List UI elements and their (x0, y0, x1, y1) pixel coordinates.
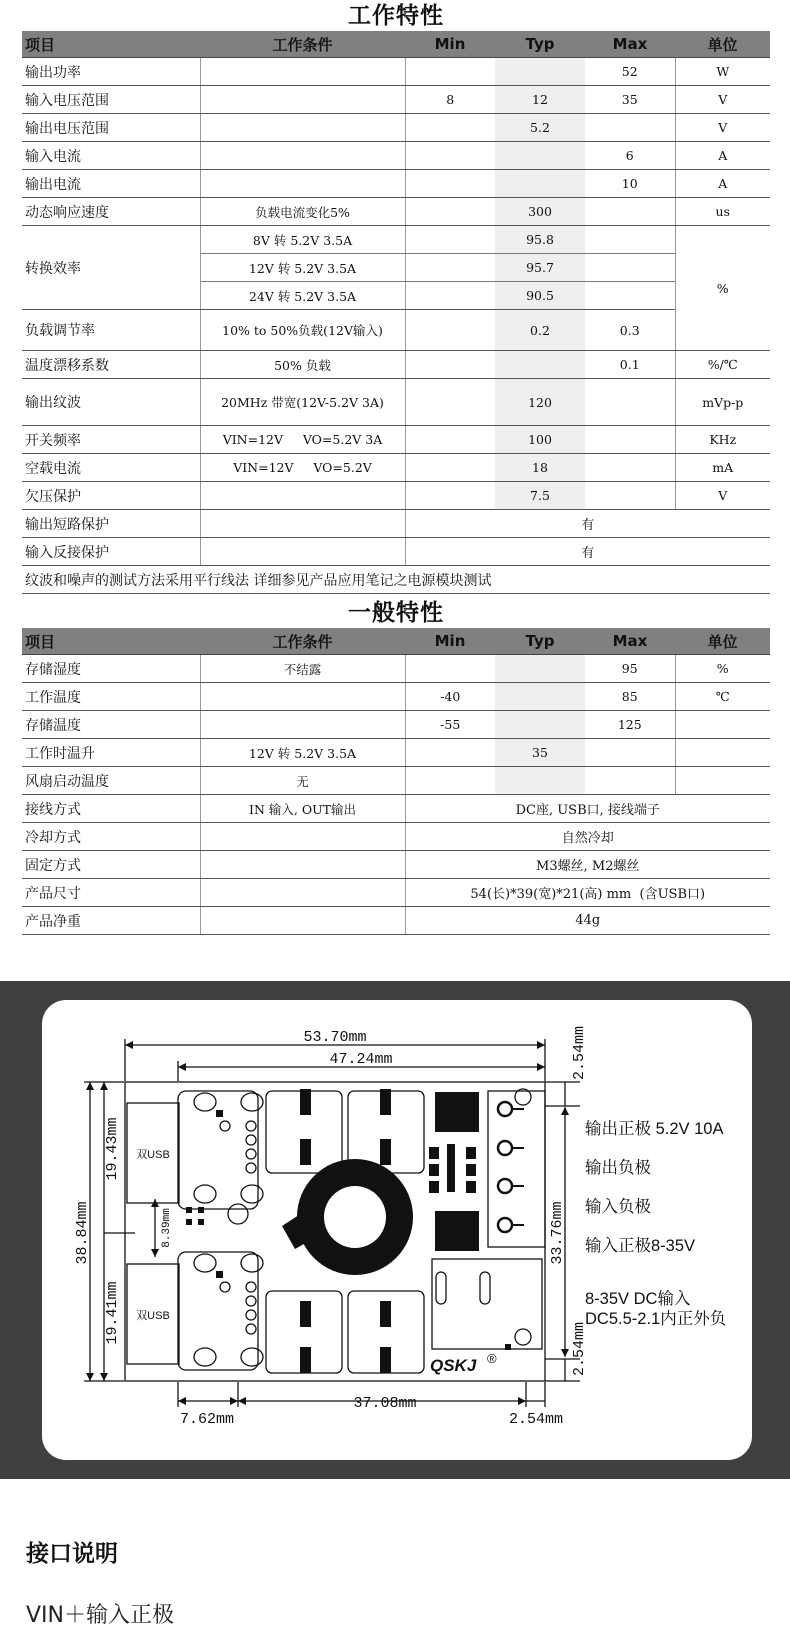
table-row (22, 767, 770, 795)
row-typ: 120 (495, 379, 585, 426)
row-min (405, 142, 495, 170)
dim-height-top: 19.43mm (104, 1117, 121, 1181)
table-row (22, 907, 770, 935)
pin-label-out-neg: 输出负极 (585, 1159, 651, 1177)
row-max: 0.3 (585, 310, 675, 351)
efficiency-max (585, 254, 675, 282)
row-value: DC座, USB口, 接线端子 (405, 795, 770, 823)
row-cond: 无 (200, 767, 405, 795)
row-typ (495, 351, 585, 379)
row-min: 8 (405, 86, 495, 114)
row-typ (495, 767, 585, 795)
usb-label-bottom: 双USB (136, 1310, 170, 1322)
row-item: 动态响应速度 (22, 198, 200, 226)
row-item: 接线方式 (22, 795, 200, 823)
note-text: 纹波和噪声的测试方法采用平行线法 详细参见产品应用笔记之电源模块测试 (22, 566, 770, 594)
row-min (405, 655, 495, 683)
header-min: Min (405, 628, 495, 655)
dim-total-width: 53.70mm (303, 1029, 367, 1046)
header-min: Min (405, 31, 495, 58)
table-row (22, 566, 770, 594)
table-row (22, 879, 770, 907)
row-value: 有 (405, 538, 770, 566)
efficiency-item: 转换效率 (22, 226, 200, 310)
row-max: 125 (585, 711, 675, 739)
row-typ: 300 (495, 198, 585, 226)
row-max: 6 (585, 142, 675, 170)
table-row (22, 739, 770, 767)
table-row (22, 86, 770, 114)
row-min (405, 198, 495, 226)
header-cond: 工作条件 (200, 628, 405, 655)
row-value: 有 (405, 510, 770, 538)
header-max: Max (585, 31, 675, 58)
row-min (405, 482, 495, 510)
row-unit: KHz (675, 426, 770, 454)
row-max: 10 (585, 170, 675, 198)
row-min (405, 114, 495, 142)
row-item: 输出纹波 (22, 379, 200, 426)
row-typ: 5.2 (495, 114, 585, 142)
row-cond: 12V 转 5.2V 3.5A (200, 739, 405, 767)
row-unit: mA (675, 454, 770, 482)
table-row (22, 795, 770, 823)
row-unit (675, 767, 770, 795)
row-item: 输出功率 (22, 58, 200, 86)
usb-label-top: 双USB (136, 1149, 170, 1161)
row-cond: 不结露 (200, 655, 405, 683)
row-value: 54(长)*39(宽)*21(高) mm (含USB口) (405, 879, 770, 907)
row-min (405, 767, 495, 795)
row-min (405, 379, 495, 426)
dim-top-right: 2.54mm (571, 1025, 588, 1081)
table-row (22, 454, 770, 482)
row-cond (200, 851, 405, 879)
efficiency-min (405, 254, 495, 282)
header-unit: 单位 (675, 31, 770, 58)
row-unit (675, 711, 770, 739)
table-row (22, 379, 770, 426)
row-min (405, 454, 495, 482)
pin-label-in-neg: 输入负极 (585, 1198, 651, 1216)
table-row (22, 170, 770, 198)
table-row (22, 683, 770, 711)
row-unit: A (675, 170, 770, 198)
row-cond: IN 输入, OUT输出 (200, 795, 405, 823)
row-max (585, 114, 675, 142)
row-item: 温度漂移系数 (22, 351, 200, 379)
row-cond (200, 510, 405, 538)
efficiency-max (585, 282, 675, 310)
interface-title: 接口说明 (26, 1541, 118, 1567)
table-row (22, 58, 770, 86)
interface-line-vin: VIN＋输入正极 (26, 1603, 174, 1628)
general-table (22, 628, 770, 935)
row-max: 0.1 (585, 351, 675, 379)
row-item: 存储湿度 (22, 655, 200, 683)
table-row (22, 142, 770, 170)
dc-input-note: 8-35V DC输入 (585, 1290, 691, 1308)
row-cond (200, 683, 405, 711)
row-typ: 100 (495, 426, 585, 454)
row-item: 存储温度 (22, 711, 200, 739)
row-cond: 50% 负载 (200, 351, 405, 379)
row-min: -55 (405, 711, 495, 739)
row-item: 空载电流 (22, 454, 200, 482)
efficiency-typ: 95.8 (495, 226, 585, 254)
header-item: 项目 (22, 628, 200, 655)
table-row (22, 538, 770, 566)
row-cond (200, 879, 405, 907)
table-row (22, 711, 770, 739)
row-typ (495, 655, 585, 683)
header-typ: Typ (495, 31, 585, 58)
header-typ: Typ (495, 628, 585, 655)
row-max (585, 198, 675, 226)
row-unit: V (675, 86, 770, 114)
row-cond (200, 170, 405, 198)
row-min: -40 (405, 683, 495, 711)
row-unit: ℃ (675, 683, 770, 711)
row-item: 输出短路保护 (22, 510, 200, 538)
row-unit: W (675, 58, 770, 86)
row-typ: 18 (495, 454, 585, 482)
row-cond (200, 482, 405, 510)
row-item: 产品净重 (22, 907, 200, 935)
pin-label-out-pos: 输出正极 5.2V 10A (585, 1120, 724, 1138)
dim-height-bottom: 19.41mm (104, 1281, 121, 1345)
table-row (22, 823, 770, 851)
row-value: M3螺丝, M2螺丝 (405, 851, 770, 879)
row-item: 产品尺寸 (22, 879, 200, 907)
dim-height-total: 38.84mm (74, 1201, 91, 1265)
dimension-drawing (0, 981, 790, 1479)
general-title: 一般特性 (348, 600, 444, 626)
row-min (405, 58, 495, 86)
row-min (405, 170, 495, 198)
row-cond (200, 114, 405, 142)
row-value: 44g (405, 907, 770, 935)
registered-mark: ® (487, 1351, 497, 1366)
row-typ (495, 142, 585, 170)
row-unit (675, 739, 770, 767)
efficiency-typ: 90.5 (495, 282, 585, 310)
row-cond: 10% to 50%负载(12V输入) (200, 310, 405, 351)
row-unit: us (675, 198, 770, 226)
table-row (22, 310, 770, 351)
row-max: 52 (585, 58, 675, 86)
efficiency-unit: % (675, 226, 770, 351)
header-unit: 单位 (675, 628, 770, 655)
row-item: 风扇启动温度 (22, 767, 200, 795)
row-typ: 0.2 (495, 310, 585, 351)
row-cond (200, 538, 405, 566)
row-cond (200, 823, 405, 851)
brand-logo: QSKJ (430, 1356, 477, 1375)
row-unit: A (675, 142, 770, 170)
row-max (585, 454, 675, 482)
row-typ: 7.5 (495, 482, 585, 510)
row-item: 工作温度 (22, 683, 200, 711)
table-row (22, 426, 770, 454)
row-max (585, 739, 675, 767)
row-item: 冷却方式 (22, 823, 200, 851)
efficiency-typ: 95.7 (495, 254, 585, 282)
row-max (585, 426, 675, 454)
row-item: 固定方式 (22, 851, 200, 879)
row-cond (200, 142, 405, 170)
row-item: 输入电流 (22, 142, 200, 170)
dim-bottom-right: 2.54mm (571, 1321, 588, 1377)
row-min (405, 426, 495, 454)
efficiency-cond: 8V 转 5.2V 3.5A (200, 226, 405, 254)
row-typ (495, 711, 585, 739)
row-item: 输出电流 (22, 170, 200, 198)
row-unit: % (675, 655, 770, 683)
dim-bottom-span: 37.08mm (353, 1395, 417, 1412)
row-typ (495, 58, 585, 86)
dim-mid-gap: 8.39mm (161, 1208, 173, 1248)
dim-left-offset: 7.62mm (179, 1411, 235, 1428)
table-row (22, 114, 770, 142)
row-unit: V (675, 482, 770, 510)
row-item: 负载调节率 (22, 310, 200, 351)
table-row (22, 226, 770, 254)
efficiency-cond: 24V 转 5.2V 3.5A (200, 282, 405, 310)
row-cond: 负载电流变化5% (200, 198, 405, 226)
row-max: 35 (585, 86, 675, 114)
efficiency-min (405, 226, 495, 254)
row-item: 工作时温升 (22, 739, 200, 767)
dim-inner-width: 47.24mm (329, 1051, 393, 1068)
row-item: 开关频率 (22, 426, 200, 454)
row-cond (200, 907, 405, 935)
row-max: 95 (585, 655, 675, 683)
dim-right-offset: 2.54mm (508, 1411, 564, 1428)
table-header (22, 628, 770, 655)
table-row (22, 351, 770, 379)
dim-right-height: 33.76mm (549, 1201, 566, 1265)
row-typ (495, 170, 585, 198)
row-max (585, 767, 675, 795)
row-cond (200, 711, 405, 739)
row-unit: %/℃ (675, 351, 770, 379)
row-cond: VIN=12V VO=5.2V (200, 454, 405, 482)
row-min (405, 739, 495, 767)
row-typ (495, 683, 585, 711)
row-cond (200, 58, 405, 86)
row-cond (200, 86, 405, 114)
pin-label-in-pos: 输入正极8-35V (585, 1237, 696, 1255)
row-typ: 12 (495, 86, 585, 114)
efficiency-max (585, 226, 675, 254)
operating-table (22, 31, 770, 594)
table-row (22, 482, 770, 510)
header-max: Max (585, 628, 675, 655)
table-row (22, 510, 770, 538)
header-item: 项目 (22, 31, 200, 58)
row-typ: 35 (495, 739, 585, 767)
row-max: 85 (585, 683, 675, 711)
row-unit: mVp-p (675, 379, 770, 426)
row-item: 输入电压范围 (22, 86, 200, 114)
row-item: 输入反接保护 (22, 538, 200, 566)
operating-title: 工作特性 (348, 3, 444, 29)
header-cond: 工作条件 (200, 31, 405, 58)
efficiency-min (405, 282, 495, 310)
row-max (585, 379, 675, 426)
row-item: 输出电压范围 (22, 114, 200, 142)
row-cond: 20MHz 带宽(12V-5.2V 3A) (200, 379, 405, 426)
row-max (585, 482, 675, 510)
table-row (22, 655, 770, 683)
table-header (22, 31, 770, 58)
row-cond: VIN=12V VO=5.2V 3A (200, 426, 405, 454)
table-row (22, 851, 770, 879)
row-min (405, 351, 495, 379)
row-min (405, 310, 495, 351)
dc-jack-note: DC5.5-2.1内正外负 (585, 1310, 727, 1328)
row-value: 自然冷却 (405, 823, 770, 851)
efficiency-cond: 12V 转 5.2V 3.5A (200, 254, 405, 282)
row-item: 欠压保护 (22, 482, 200, 510)
table-row (22, 198, 770, 226)
row-unit: V (675, 114, 770, 142)
